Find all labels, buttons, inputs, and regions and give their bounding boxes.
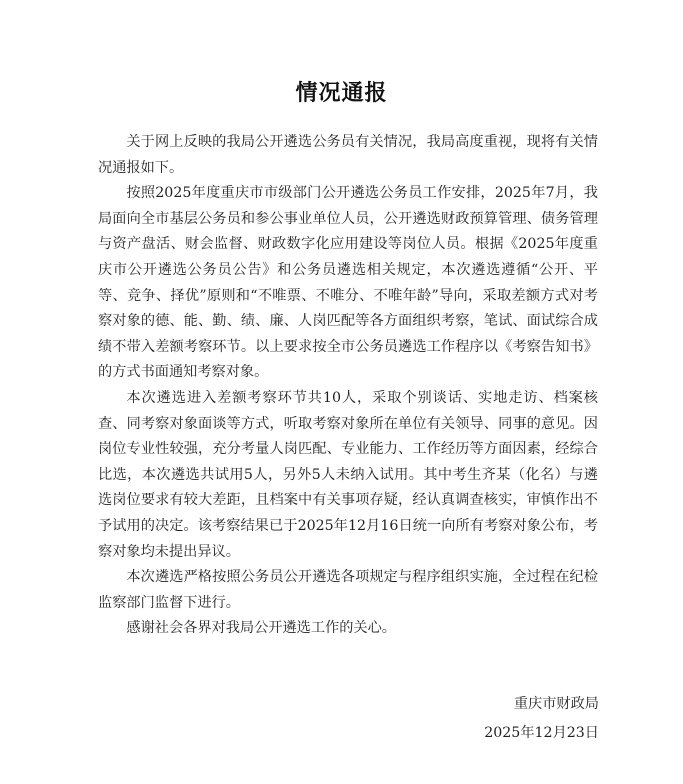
signature-block (484, 690, 599, 748)
paragraph-supervision: 本次遴选严格按照公务员公开遴选各项规定与程序组织实施，全过程在纪检监察部门监督下进行。 (98, 569, 598, 611)
paragraph-process: 本次遴选进入差额考察环节共10人，采取个别谈话、实地走访、档案核查、同考察对象面谈等方式，听取考察对象所在单位有关领导、同事的意见。因岗位专业性较强，充分考量人岗匹配、专业能力、工作经历等方面因素，经综合比选，本次遴选共试用5人，另外5人未纳入试用。其中考生齐某（化名）与遴选岗位要求有较大差距，且档案中有关事项存疑，经认真调查核实，审慎作出不予试用的决定。该考察结果已于2025年12月16日统一向所有考察对象公布，考察对象均未提出异议。 (98, 389, 598, 560)
paragraph-intro: 关于网上反映的我局公开遴选公务员有关情况，我局高度重视，现将有关情况通报如下。 (98, 134, 598, 176)
issue-date: 2025年12月23日 (484, 725, 599, 741)
document-body (98, 130, 598, 642)
document-title: 情况通报 (295, 81, 388, 106)
issuing-organization: 重庆市财政局 (513, 696, 599, 712)
paragraph-background: 按照2025年度重庆市市级部门公开遴选公务员工作安排，2025年7月，我局面向全市基层公务员和参公事业单位人员，公开遴选财政预算管理、债务管理与资产盘活、财会监督、财政数字化应用建设等岗位人员。根据《2025年度重庆市公开遴选公务员公告》和公务员遴选相关规定，本次遴选遵循“公开、平等、竞争、择优”原则和“不唯票、不唯分、不唯年龄”导向，采取差额方式对考察对象的德、能、勤、绩、廉、人岗匹配等各方面组织考察，笔试、面试综合成绩不带入差额考察环节。以上要求按全市公务员遴选工作程序以《考察告知书》的方式书面通知考察对象。 (98, 185, 598, 381)
paragraph-thanks: 感谢社会各界对我局公开遴选工作的关心。 (126, 620, 396, 637)
